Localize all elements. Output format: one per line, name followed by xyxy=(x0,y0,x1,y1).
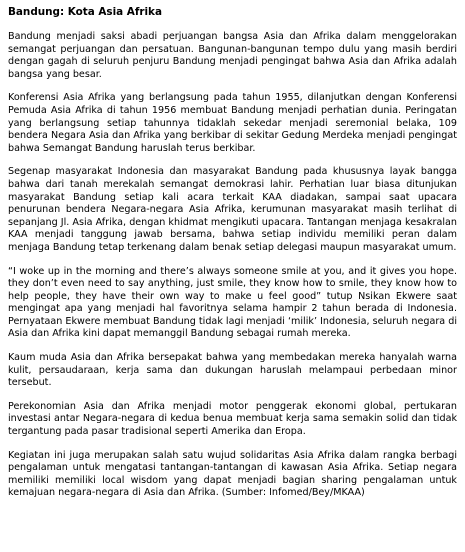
article-paragraph: “I woke up in the morning and there’s always someone smile at you, and it gives you hope. they don’t even need to say anything, just smile, they know how to smile, they know how to help people, they have their own way to make u feel good” tutup Nsikan Ekwere saat mengingat apa yang menjadi hal favoritnya selama hampir 2 tahun berada di Indonesia. Pernyataan Ekwere membuat Bandung tidak lagi menjadi ‘milik’ Indonesia, seluruh negara di Asia dan Afrika kini dapat memanggil Bandung sebagai rumah mereka. xyxy=(8,265,457,340)
article xyxy=(8,6,457,500)
article-paragraph: Konferensi Asia Afrika yang berlangsung pada tahun 1955, dilanjutkan dengan Konferensi Pemuda Asia Afrika di tahun 1956 membuat Bandung menjadi perhatian dunia. Peringatan yang berlangsung setiap tahunnya tidaklah sekedar menjadi seremonial belaka, 109 bendera Negara Asia dan Afrika yang berkibar di sekitar Gedung Merdeka menjadi pengingat bahwa Semangat Bandung haruslah terus berkibar. xyxy=(8,92,457,154)
article-paragraph: Segenap masyarakat Indonesia dan masyarakat Bandung pada khususnya layak bangga bahwa dari tanah merekalah semangat demokrasi lahir. Perhatian luar biasa ditunjukan masyarakat Bandung setiap kali acara terkait KAA diadakan, sampai saat upacara penurunan bendera Negara-negara Asia Afrika, kerumunan masyarakat masih terlihat di sepanjang Jl. Asia Afrika, dengan khidmat mengikuti upacara. Tantangan menjaga kesakralan KAA menjadi tanggung jawab bersama, bahwa setiap individu memiliki peran dalam menjaga Bandung tetap terkenang dalam benak setiap delegasi maupun masyarakat umum. xyxy=(8,166,457,253)
article-paragraph: Kaum muda Asia dan Afrika bersepakat bahwa yang membedakan mereka hanyalah warna kulit, persaudaraan, kerja sama dan dukungan haruslah melampaui perbedaan minor tersebut. xyxy=(8,352,457,389)
article-paragraph: Bandung menjadi saksi abadi perjuangan bangsa Asia dan Afrika dalam menggelorakan semangat perjuangan dan persatuan. Bangunan-bangunan tempo dulu yang masih berdiri dengan gagah di seluruh penjuru Bandung menjadi pengingat bahwa Asia dan Afrika adalah bangsa yang besar. xyxy=(8,31,457,80)
article-paragraph: Kegiatan ini juga merupakan salah satu wujud solidaritas Asia Afrika dalam rangka berbagi pengalaman untuk mengatasi tantangan-tantangan di kawasan Asia Afrika. Setiap negara memiliki memiliki local wisdom yang dapat menjadi bagian sharing pengalaman untuk kemajuan negara-negara di Asia dan Afrika. (Sumber: Infomed/Bey/MKAA) xyxy=(8,449,457,499)
article-title: Bandung: Kota Asia Afrika xyxy=(8,6,162,18)
article-paragraph: Perekonomian Asia dan Afrika menjadi motor penggerak ekonomi global, pertukaran investasi antar Negara-negara di kedua benua membuat kerja sama semakin solid dan tidak tergantung pada pasar tradisional seperti Amerika dan Eropa. xyxy=(8,400,457,438)
